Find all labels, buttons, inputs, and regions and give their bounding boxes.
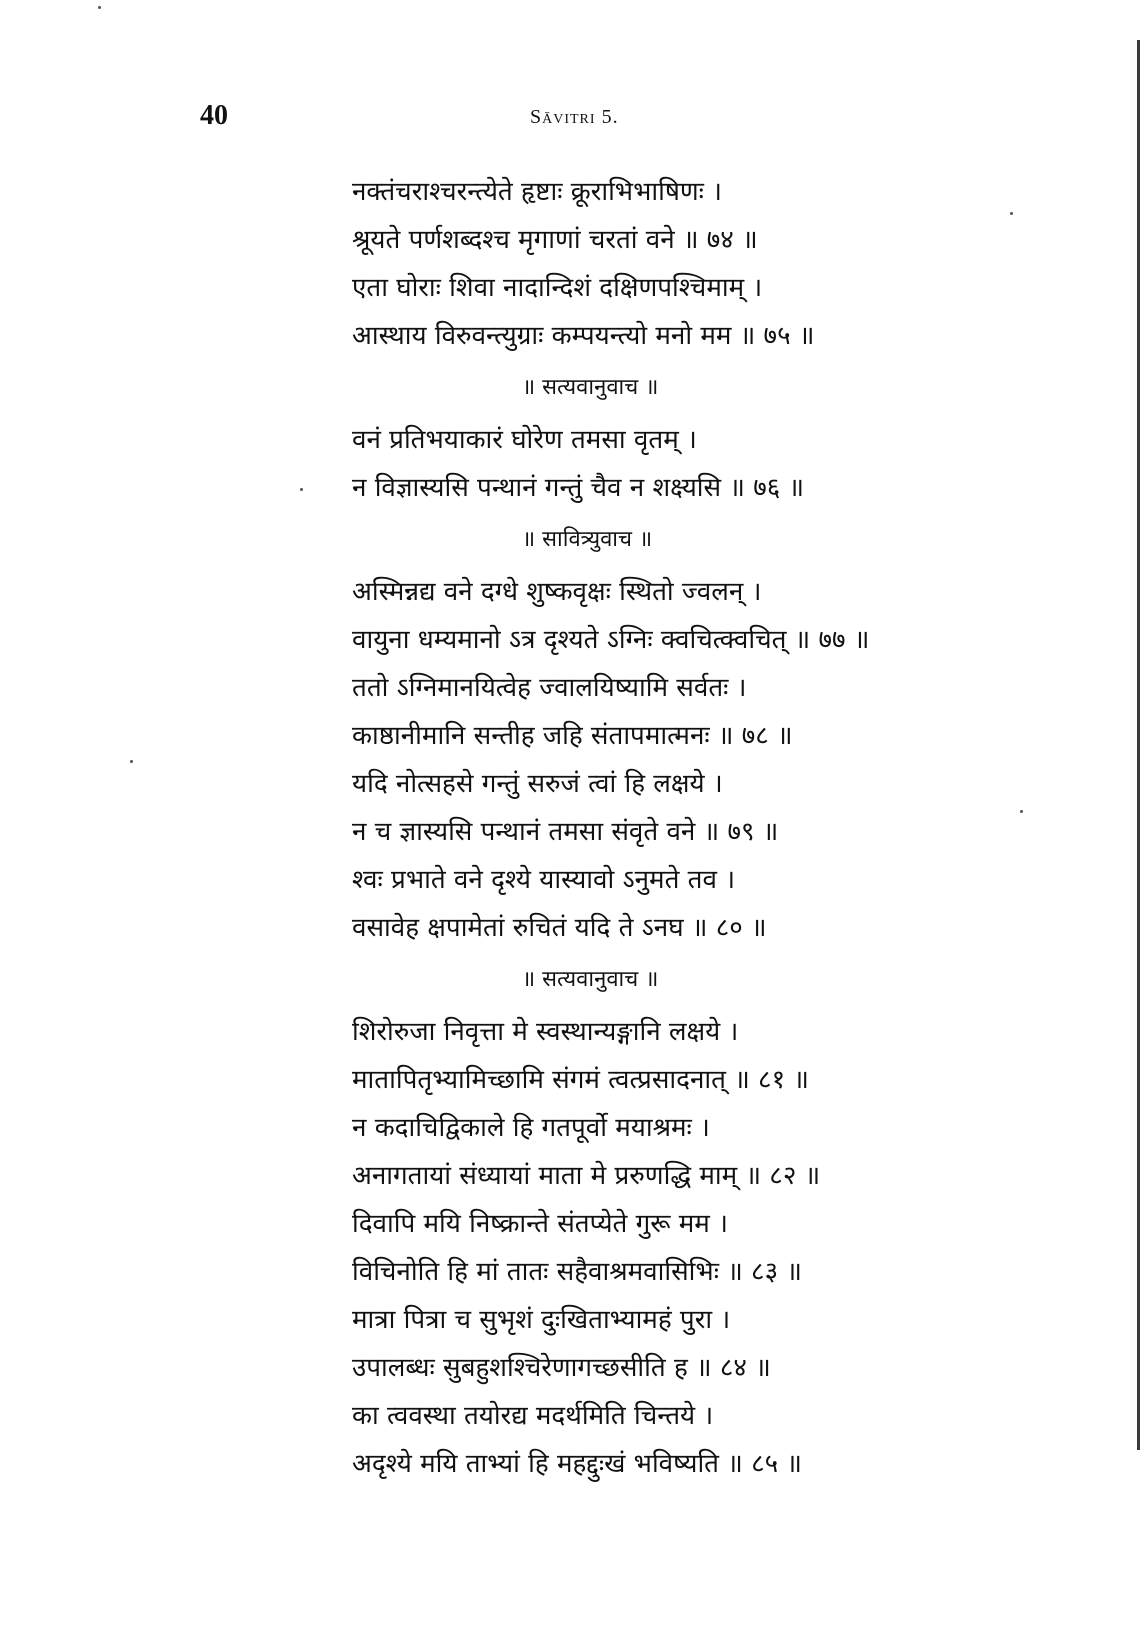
running-head [530, 106, 619, 129]
verse-line: शिरोरुजा निवृत्ता मे स्वस्थान्यङ्गानि लक्षये । [352, 1017, 739, 1047]
verse-line: नक्तंचराश्चरन्त्येते हृष्टाः क्रूराभिभाषिणः । [352, 177, 723, 207]
page-header [200, 100, 1020, 144]
page-number: 40 [200, 100, 228, 131]
verse-line: अनागतायां संध्यायां माता मे प्ररुणद्धि माम् ॥ ८२ ॥ [352, 1161, 821, 1191]
running-head-chapter: 5. [601, 106, 619, 128]
verse-line: उपालब्धः सुबहुशश्चिरेणागच्छसीति ह ॥ ८४ ॥ [352, 1353, 771, 1383]
verse-line: न कदाचिद्विकाले हि गतपूर्वो मयाश्रमः । [352, 1113, 710, 1143]
scan-speck [1010, 212, 1013, 215]
speaker-heading: ॥ सत्यवानुवाच ॥ [522, 375, 659, 400]
verse-line: वसावेह क्षपामेतां रुचितं यदि ते ऽनघ ॥ ८० ॥ [352, 913, 767, 943]
verse-line: न च ज्ञास्यसि पन्थानं तमसा संवृते वने ॥ ७९ ॥ [352, 817, 779, 847]
scan-speck [300, 488, 303, 491]
verse-line: श्रूयते पर्णशब्दश्च मृगाणां चरतां वने ॥ ७४ ॥ [352, 225, 758, 255]
verse-line: ततो ऽग्निमानयित्वेह ज्वालयिष्यामि सर्वतः । [352, 673, 747, 703]
verse-line: वनं प्रतिभयाकारं घोरेण तमसा वृतम् । [352, 425, 697, 455]
verse-line: एता घोराः शिवा नादान्दिशं दक्षिणपश्चिमाम् । [352, 273, 763, 303]
running-head-title: Sāvitri [530, 106, 596, 128]
verse-line: दिवापि मयि निष्क्रान्ते संतप्येते गुरू मम । [352, 1209, 728, 1239]
verse-line: वायुना धम्यमानो ऽत्र दृश्यते ऽग्निः क्वचित्क्वचित् ॥ ७७ ॥ [352, 625, 870, 655]
verse-line: अस्मिन्नद्य वने दग्धे शुष्कवृक्षः स्थितो ज्वलन् । [352, 577, 762, 607]
verse-line: विचिनोति हि मां तातः सहैवाश्रमवासिभिः ॥ ८३ ॥ [352, 1257, 802, 1287]
verse-line: मातापितृभ्यामिच्छामि संगमं त्वत्प्रसादनात् ॥ ८१ ॥ [352, 1065, 809, 1095]
verse-line: न विज्ञास्यसि पन्थानं गन्तुं चैव न शक्ष्यसि ॥ ७६ ॥ [352, 473, 805, 503]
verse-line: का त्ववस्था तयोरद्य मदर्थमिति चिन्तये । [352, 1401, 714, 1431]
verse-text-block [352, 168, 912, 1488]
verse-line: अदृश्ये मयि ताभ्यां हि महद्दुःखं भविष्यति ॥ ८५ ॥ [352, 1449, 802, 1479]
verse-line: आस्थाय विरुवन्त्युग्राः कम्पयन्त्यो मनो मम ॥ ७५ ॥ [352, 321, 815, 351]
verse-line: मात्रा पित्रा च सुभृशं दुःखिताभ्यामहं पुरा । [352, 1305, 731, 1335]
scan-speck [98, 6, 101, 9]
scan-speck [130, 760, 133, 763]
verse-line: श्वः प्रभाते वने दृश्ये यास्यावो ऽनुमते तव । [352, 865, 736, 895]
verse-line: यदि नोत्सहसे गन्तुं सरुजं त्वां हि लक्षये । [352, 769, 723, 799]
speaker-heading: ॥ सत्यवानुवाच ॥ [522, 967, 659, 992]
scan-speck [1020, 810, 1023, 813]
verse-line: काष्ठानीमानि सन्तीह जहि संतापमात्मनः ॥ ७८ ॥ [352, 721, 793, 751]
speaker-heading: ॥ सावित्र्युवाच ॥ [522, 527, 653, 552]
